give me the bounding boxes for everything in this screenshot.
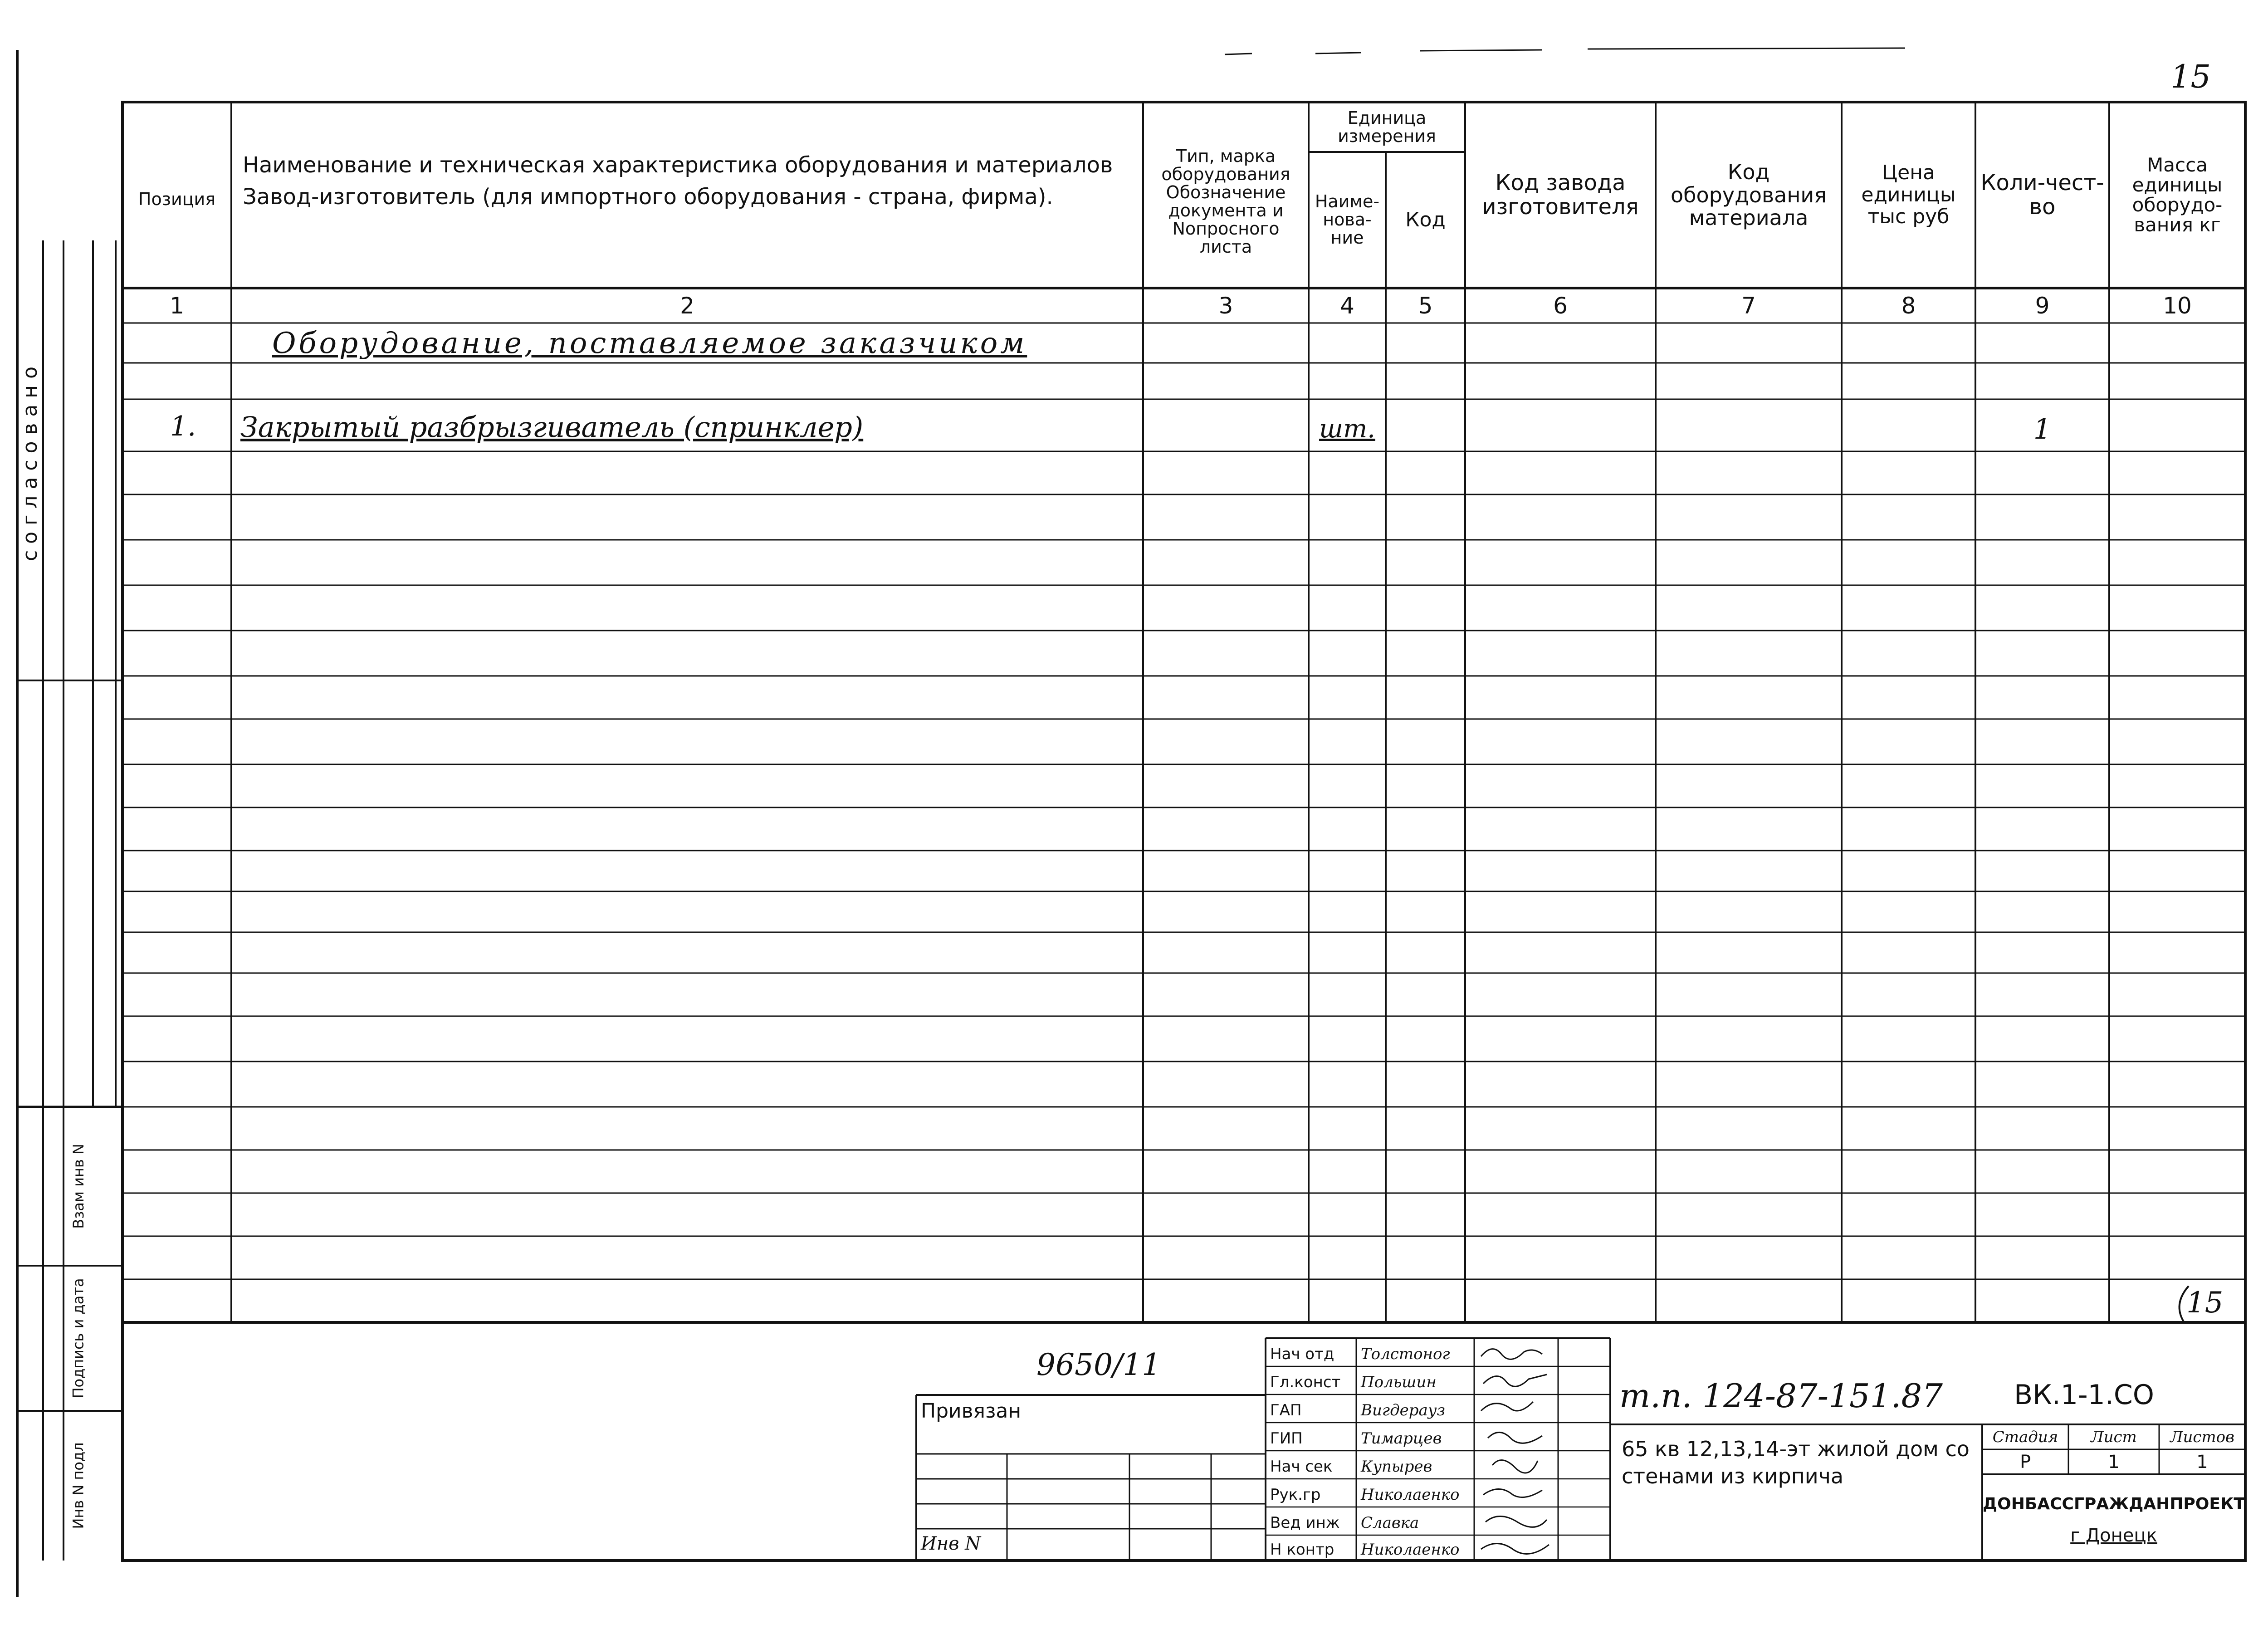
project-number: 9650/11 (1036, 1347, 1161, 1382)
row-unit: шт. (1319, 414, 1375, 444)
row-position: 1. (170, 411, 196, 442)
sheets-label: Листов (2170, 1428, 2234, 1446)
stage-label: Стадия (1992, 1428, 2058, 1446)
col-number-9: 9 (2035, 292, 2050, 319)
sheets-value: 1 (2196, 1451, 2208, 1473)
header-quantity: Коли-чест-во (1980, 170, 2104, 220)
doc-code: т.п. 124-87-151.87 (1619, 1377, 1943, 1415)
name-1: Толстоног (1361, 1345, 1450, 1363)
col-number-3: 3 (1218, 292, 1233, 319)
sheet-mark: 15 (2186, 1286, 2224, 1320)
role-1: Нач отд (1270, 1345, 1334, 1363)
replaces-inv-label: Взам инв N (69, 1144, 87, 1229)
inv-label: Инв N (921, 1533, 981, 1554)
sheet-mark-arc (2170, 1284, 2198, 1325)
bound-label: Привязан (921, 1399, 1022, 1423)
section-title: Оборудование, поставляемое заказчиком (272, 327, 1027, 360)
header-unit-name: Наиме-нова-ние (1315, 191, 1380, 248)
header-unit-code: Код (1405, 208, 1446, 231)
col-number-6: 6 (1553, 292, 1568, 319)
signatures (1474, 1338, 1558, 1561)
row-quantity: 1 (2033, 412, 2052, 445)
col-number-10: 10 (2163, 292, 2192, 319)
name-3: Вигдерауз (1361, 1401, 1446, 1419)
role-4: ГИП (1270, 1429, 1303, 1448)
role-7: Вед инж (1270, 1514, 1340, 1532)
organization-city: г Донецк (2070, 1525, 2157, 1546)
header-factory-code: Код завода изготовителя (1482, 170, 1639, 220)
col-number-2: 2 (680, 292, 694, 319)
col-number-4: 4 (1340, 292, 1354, 319)
header-position: Позиция (138, 189, 216, 210)
role-5: Нач сек (1270, 1458, 1333, 1476)
stage-value: Р (2019, 1451, 2031, 1473)
original-inv-label: Инв N подл (69, 1442, 87, 1529)
signature-date-label: Подпись и дата (69, 1278, 87, 1399)
role-8: Н контр (1270, 1541, 1334, 1559)
role-3: ГАП (1270, 1401, 1302, 1419)
sheet-code: ВК.1-1.СО (2014, 1379, 2155, 1411)
header-type-mark: Тип, марка оборудования Обозначение документа и Nопросного листа (1161, 146, 1290, 257)
page-number: 15 (2170, 58, 2211, 95)
col-number-1: 1 (170, 292, 184, 319)
name-4: Тимарцев (1361, 1429, 1442, 1448)
building-description: 65 кв 12,13,14-эт жилой дом со стенами из кирпича (1622, 1437, 1970, 1488)
agreed-stamp: согласовано (19, 360, 42, 561)
header-unit-mass: Масса единицы оборудо-вания кг (2132, 153, 2223, 236)
name-5: Купырев (1361, 1458, 1432, 1476)
header-unit-price: Цена единицы тыс руб (1861, 161, 1956, 229)
role-2: Гл.конст (1270, 1373, 1341, 1391)
sheet-label: Лист (2091, 1428, 2137, 1446)
name-6: Николаенко (1361, 1486, 1460, 1504)
header-name: Наименование и техническая характеристика оборудования и материалов Завод-изготовитель (для импортного оборудования - страна, фирма). (243, 152, 1113, 210)
col-number-7: 7 (1741, 292, 1756, 319)
name-7: Славка (1361, 1514, 1419, 1532)
role-6: Рук.гр (1270, 1486, 1321, 1504)
row-item-name: Закрытый разбрызгиватель (спринклер) (240, 411, 864, 444)
col-number-5: 5 (1418, 292, 1433, 319)
header-equipment-code: Код оборудования материала (1671, 160, 1827, 230)
sheet-value: 1 (2108, 1451, 2120, 1473)
header-unit-group: Единица измерения (1338, 108, 1436, 146)
name-2: Польшин (1361, 1373, 1437, 1391)
organization-name: ДОНБАССГРАЖДАНПРОЕКТ (1983, 1494, 2245, 1513)
name-8: Николаенко (1361, 1541, 1460, 1559)
col-number-8: 8 (1901, 292, 1916, 319)
